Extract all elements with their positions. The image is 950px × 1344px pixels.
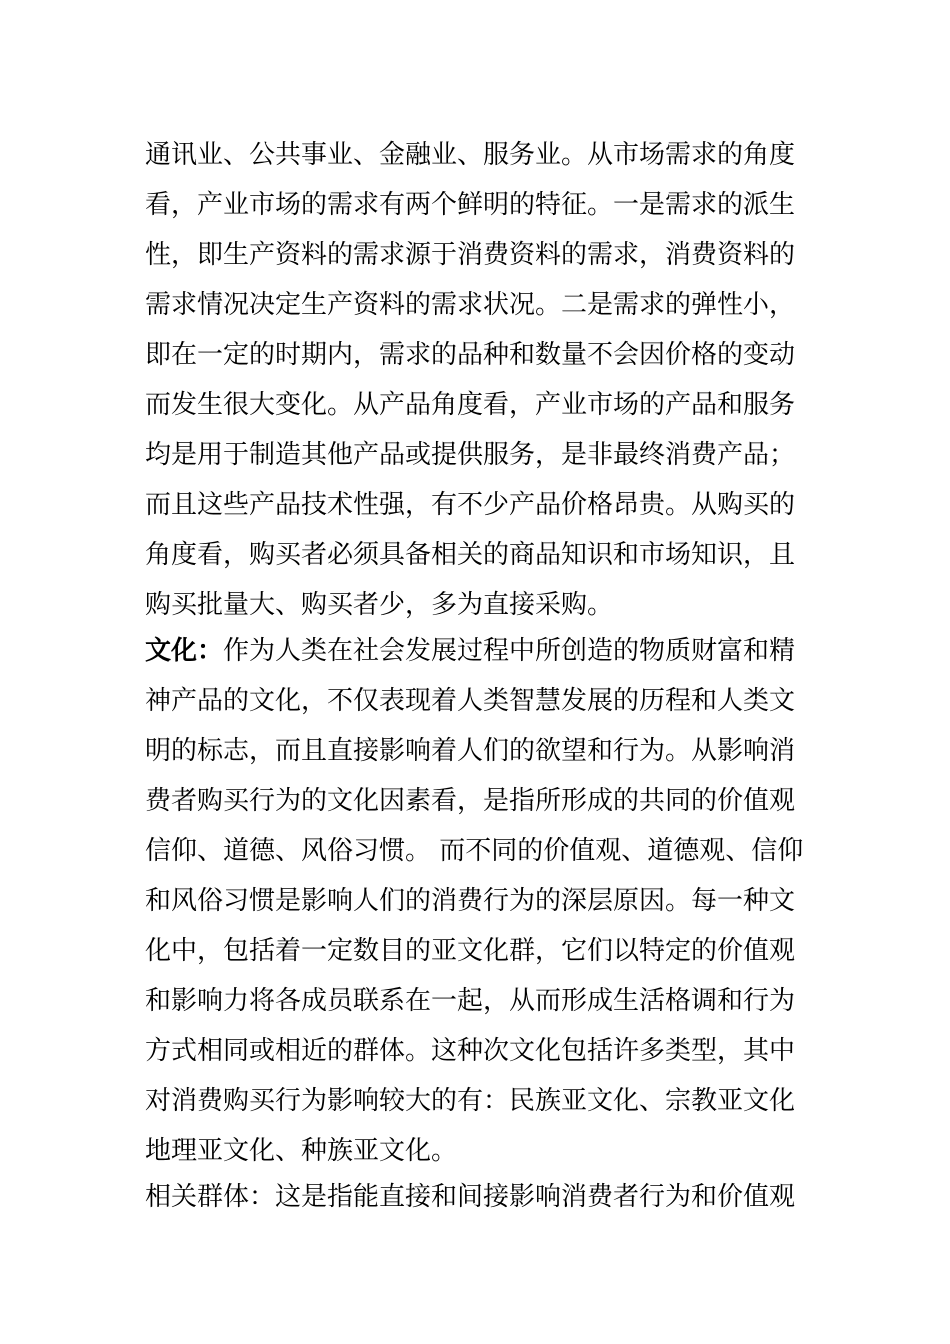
text-line-rest: 作为人类在社会发展过程中所创造的物质财富和精	[223, 636, 796, 666]
text-line: 神产品的文化，不仅表现着人类智慧发展的历程和人类文	[145, 686, 796, 716]
text-line: 看，产业市场的需求有两个鲜明的特征。一是需求的派生	[145, 190, 796, 220]
text-line-first	[145, 626, 815, 676]
text-line: 性，即生产资料的需求源于消费资料的需求，消费资料的	[145, 240, 796, 270]
paragraph-industrial-market	[145, 130, 815, 630]
paragraph-culture	[145, 626, 815, 1176]
text-line: 而发生很大变化。从产品角度看，产业市场的产品和服务	[145, 390, 796, 420]
paragraph-reference-groups	[145, 1172, 815, 1222]
text-line: 即在一定的时期内，需求的品种和数量不会因价格的变动	[145, 340, 796, 370]
text-line: 通讯业、公共事业、金融业、服务业。从市场需求的角度	[145, 140, 796, 170]
text-line: 需求情况决定生产资料的需求状况。二是需求的弹性小，	[145, 290, 796, 320]
text-line: 和影响力将各成员联系在一起，从而形成生活格调和行为	[145, 986, 796, 1016]
text-line: 均是用于制造其他产品或提供服务，是非最终消费产品；	[145, 440, 796, 470]
text-line: 信仰、道德、风俗习惯。 而不同的价值观、道德观、信仰	[145, 836, 804, 866]
text-line: 购买批量大、购买者少，多为直接采购。	[145, 590, 614, 620]
text-line: 和风俗习惯是影响人们的消费行为的深层原因。每一种文	[145, 886, 796, 916]
text-line: 明的标志，而且直接影响着人们的欲望和行为。从影响消	[145, 736, 796, 766]
text-line: 相关群体：这是指能直接和间接影响消费者行为和价值观	[145, 1182, 796, 1212]
text-line: 费者购买行为的文化因素看，是指所形成的共同的价值观	[145, 786, 796, 816]
text-line: 方式相同或相近的群体。这种次文化包括许多类型，其中	[145, 1036, 796, 1066]
text-line: 化中，包括着一定数目的亚文化群，它们以特定的价值观	[145, 936, 796, 966]
text-line: 角度看，购买者必须具备相关的商品知识和市场知识，且	[145, 540, 796, 570]
text-line: 而且这些产品技术性强，有不少产品价格昂贵。从购买的	[145, 490, 796, 520]
term-culture: 文化：	[145, 636, 224, 666]
text-line: 对消费购买行为影响较大的有：民族亚文化、宗教亚文化	[145, 1086, 796, 1116]
text-line: 地理亚文化、种族亚文化。	[145, 1136, 458, 1166]
